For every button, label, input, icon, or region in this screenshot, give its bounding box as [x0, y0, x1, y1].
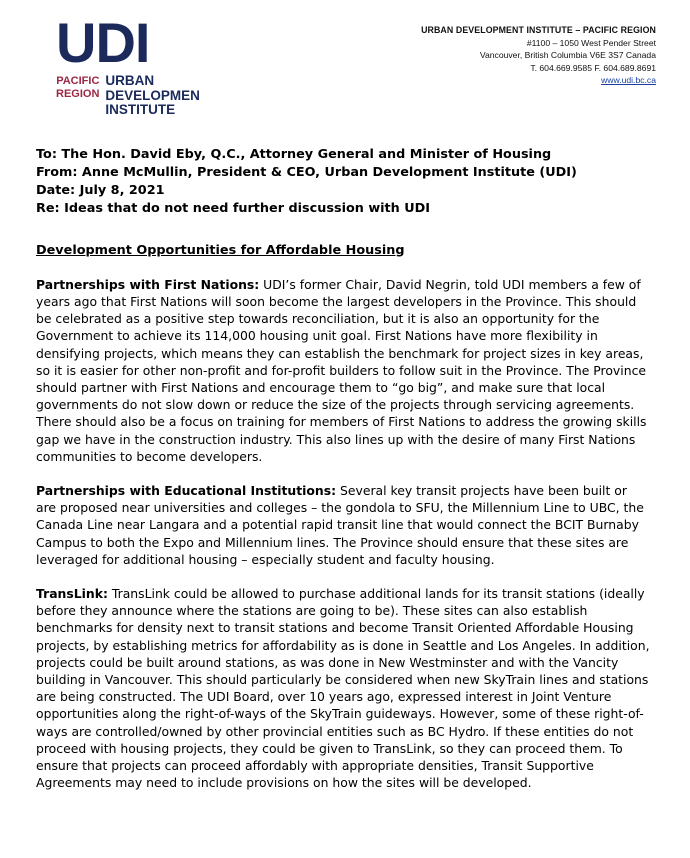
letter-from: From: Anne McMullin, President & CEO, Urban Development Institute (UDI) [36, 164, 577, 180]
letter-addressing [36, 146, 650, 218]
logo-name-line2: DEVELOPMEN [105, 87, 200, 103]
paragraph-text: Several key transit projects have been built or are proposed near universities and colleges – the gondola to SFU, the Millennium Line to UBC, the Canada Line near Langara and a potential rapid transit line that would connect the BCIT Burnaby Campus to both the Expo and Millennium lines. The Province should ensure that these sites are leveraged for additional housing – especially student and faculty housing. [36, 482, 644, 567]
address-phone: T. 604.669.9585 F. 604.689.8691 [530, 62, 656, 73]
organization-address [421, 18, 656, 87]
paragraph-lead-in: TransLink: [36, 585, 108, 601]
paragraph-list [36, 276, 650, 792]
letter-to: To: The Hon. David Eby, Q.C., Attorney General and Minister of Housing [36, 146, 552, 162]
logo-acronym: UDI [56, 11, 150, 74]
paragraph-text: UDI’s former Chair, David Negrin, told UDI members a few of years ago that First Nations will soon become the largest developers in the Province. This should be celebrated as a positive step towards reconciliation, but it is also an opportunity for the Government to achieve its 114,000 housing unit goal. First Nations have more flexibility in densifying projects, which means they can establish the benchmark for project sizes in key areas, so it is easier for other non-profit and for-profit builders to follow suit in the Province. The Province should partner with First Nations and encourage them to “go big”, and make sure that local governments do not slow down or reduce the size of the projects through servicing agreements. There should also be a focus on training for members of First Nations to address the growing skills gap we have in the construction industry. This also lines up with the desire of many First Nations communities to become developers. [36, 276, 647, 464]
logo-name-line1: URBAN [105, 73, 155, 88]
address-street: #1100 – 1050 West Pender Street [526, 37, 656, 48]
udi-logo [34, 11, 200, 118]
paragraph-text: TransLink could be allowed to purchase additional lands for its transit stations (ideally before they announce where the stations are going to be). These sites can also establish benchmarks for density next to transit stations and become Transit Oriented Affordable Housing projects, by establishing metrics for affordability as is done in Seattle and Los Angeles. In addition, projects could be built around stations, as was done in New Westminster and with the Vancity building in Vancouver. This should particularly be considered when new SkyTrain lines and stations are being constructed. The UDI Board, over 10 years ago, expressed interest in Joint Venture opportunities along the right-of-ways of the SkyTrain guideways. However, some of these right-of-ways are controlled/owned by other provincial entities such as BC Hydro. If these entities do not proceed with housing projects, they could be given to TransLink, so they can proceed them. To ensure that projects can proceed affordably with appropriate densities, Transit Supportive Agreements may need to include provisions on how the sites will be developed. [36, 585, 650, 791]
logo-region-line1: PACIFIC [56, 75, 100, 87]
paragraph-lead-in: Partnerships with First Nations: [36, 276, 260, 292]
letter-date: Date: July 8, 2021 [36, 182, 165, 198]
document-header [0, 0, 690, 118]
website-link[interactable]: www.udi.bc.ca [601, 75, 656, 85]
letter-re: Re: Ideas that do not need further discussion with UDI [36, 200, 430, 216]
logo-name [105, 74, 200, 118]
address-city: Vancouver, British Columbia V6E 3S7 Canada [479, 50, 656, 60]
logo-region [56, 74, 105, 118]
body-paragraph [36, 585, 650, 791]
document-body [0, 146, 690, 792]
logo-wordmark [56, 74, 200, 118]
logo-region-line2: REGION [56, 87, 100, 100]
body-paragraph [36, 482, 650, 568]
section-heading: Development Opportunities for Affordable Housing [36, 242, 405, 258]
body-paragraph [36, 276, 650, 465]
logo-name-line3: INSTITUTE [105, 102, 176, 117]
paragraph-lead-in: Partnerships with Educational Institutions: [36, 482, 337, 498]
address-organization: URBAN DEVELOPMENT INSTITUTE – PACIFIC REGION [421, 25, 656, 35]
